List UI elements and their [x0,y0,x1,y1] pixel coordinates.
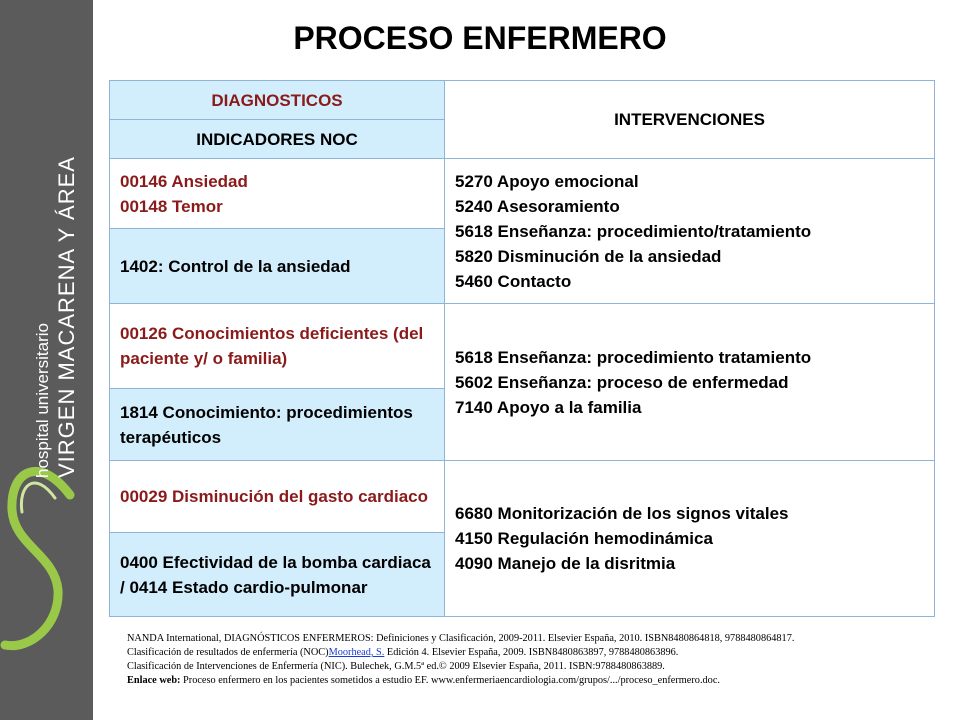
interventions-cell [445,461,935,617]
intervention-line: 5240 Asesoramiento [455,196,620,216]
intervention-line: 7140 Apoyo a la familia [455,397,642,417]
reference-nic: Clasificación de Intervenciones de Enfermería (NIC). Bulechek, G.M.5ª ed.© 2009 Elsevier España, 2011. ISBN:9788480863889. [127,661,665,672]
reference-noc [127,646,942,660]
intervention-line: 5820 Disminución de la ansiedad [455,246,722,266]
intervention-line: 5618 Enseñanza: procedimiento/tratamiento [455,221,812,241]
intervention-line: 6680 Monitorización de los signos vitales [455,504,789,523]
header-indicadores-noc: INDICADORES NOC [110,120,445,159]
web-link-label: Enlace web: [127,675,181,686]
intervention-line: 5460 Contacto [455,271,572,291]
noc-cell [110,229,445,304]
reference-nanda: NANDA International, DIAGNÓSTICOS ENFERMEROS: Definiciones y Clasificación, 2009-2011. Elsevier España, 2010. ISBN8480864818, 9788480864817. [127,633,795,644]
logo-line2: VIRGEN MACARENA Y ÁREA [54,156,79,478]
intervention-line: 5618 Enseñanza: procedimiento tratamiento [455,347,812,367]
logo-swoosh-icon [5,471,70,645]
diagnosis-line: 00146 Ansiedad [120,171,248,191]
moorhead-link[interactable]: Moorhead, S. [328,647,385,658]
diagnosis-cell [110,461,445,533]
web-link-text: Proceso enfermero en los pacientes sometidos a estudio EF. www.enfermeriaencardiologia.com/grupos/.../proceso_enfermero.doc. [180,675,720,686]
noc-line: 0400 Efectividad de la bomba cardiaca / 0414 Estado cardio-pulmonar [120,552,431,597]
diagnosis-cell [110,159,445,229]
interventions-cell [445,304,935,461]
diagnosis-line: 00148 Temor [120,196,223,216]
nursing-process-table [109,80,935,617]
diagnosis-line: 00029 Disminución del gasto cardiaco [120,487,429,506]
noc-cell [110,533,445,617]
reference-noc-text: Clasificación de resultados de enfermería (NOC) [127,647,329,658]
intervention-line: 5270 Apoyo emocional [455,171,639,191]
header-diagnosticos: DIAGNOSTICOS [110,81,445,120]
noc-cell [110,389,445,461]
diagnosis-cell [110,304,445,389]
intervention-line: 4150 Regulación hemodinámica [455,529,713,548]
noc-line: 1402: Control de la ansiedad [120,256,351,276]
reference-noc-edition: Edición 4. Elsevier España, 2009. ISBN8480863897, 9788480863896. [384,647,679,658]
intervention-line: 4090 Manejo de la disritmia [455,554,676,573]
hospital-logo [0,0,93,720]
intervention-line: 5602 Enseñanza: proceso de enfermedad [455,372,789,392]
noc-line: 1814 Conocimiento: procedimientos terapéuticos [120,402,413,447]
diagnosis-line: 00126 Conocimientos deficientes (del paciente y/ o familia) [120,324,424,368]
sidebar-logo-panel [0,0,93,720]
interventions-cell [445,159,935,304]
reference-web [127,674,942,688]
page-title: PROCESO ENFERMERO [293,20,667,56]
references [127,632,942,688]
header-intervenciones: INTERVENCIONES [445,81,935,159]
logo-line1: hospital universitario [33,323,52,478]
